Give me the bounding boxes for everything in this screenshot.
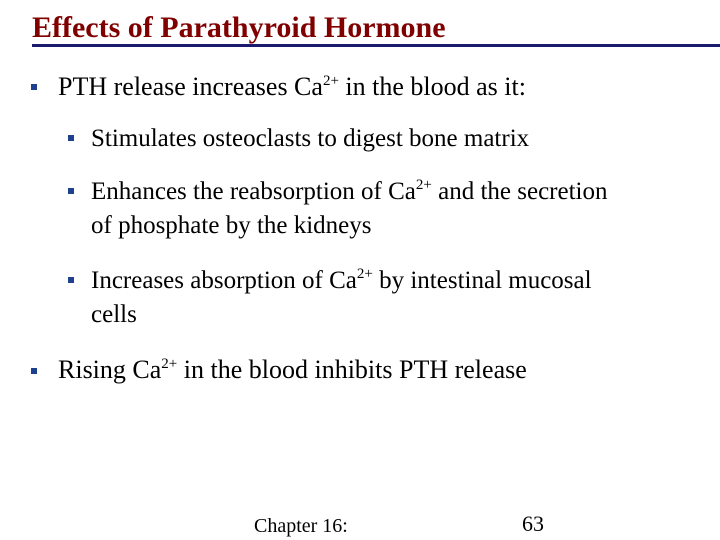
superscript: 2+ bbox=[322, 73, 339, 89]
sub-bullet-intestinal bbox=[91, 264, 592, 332]
sub-bullet-text: of phosphate by the kidneys bbox=[91, 212, 372, 239]
sub-bullet-marker bbox=[68, 277, 74, 283]
bullet-text: in the blood inhibits PTH release bbox=[177, 355, 527, 384]
sub-bullet-text: cells bbox=[91, 301, 137, 328]
bullet-text: Rising Ca bbox=[58, 355, 162, 384]
page-number: 63 bbox=[522, 511, 544, 536]
sub-bullet-text: Enhances the reabsorption of Ca bbox=[91, 178, 416, 205]
sub-bullet-text: Stimulates osteoclasts to digest bone matrix bbox=[91, 125, 530, 152]
sub-bullet-text: Increases absorption of Ca bbox=[91, 267, 357, 294]
sub-bullet-text: and the secretion bbox=[431, 178, 608, 205]
bullet-marker bbox=[31, 84, 37, 90]
footer-chapter: Chapter 16: bbox=[254, 515, 348, 537]
sub-bullet-marker bbox=[68, 135, 74, 141]
sub-bullet-osteoclasts bbox=[91, 122, 529, 156]
superscript: 2+ bbox=[415, 177, 432, 193]
sub-bullet-kidneys bbox=[91, 175, 607, 243]
title-underline bbox=[32, 44, 720, 47]
superscript: 2+ bbox=[161, 356, 178, 372]
superscript: 2+ bbox=[356, 266, 373, 282]
bullet-rising-ca bbox=[58, 355, 527, 385]
sub-bullet-marker bbox=[68, 188, 74, 194]
bullet-text: in the blood as it: bbox=[338, 72, 526, 101]
bullet-text: PTH release increases Ca bbox=[58, 72, 323, 101]
slide-title: Effects of Parathyroid Hormone bbox=[32, 11, 446, 44]
bullet-pth-release bbox=[58, 72, 526, 102]
bullet-marker bbox=[31, 368, 37, 374]
sub-bullet-text: by intestinal mucosal bbox=[372, 267, 592, 294]
